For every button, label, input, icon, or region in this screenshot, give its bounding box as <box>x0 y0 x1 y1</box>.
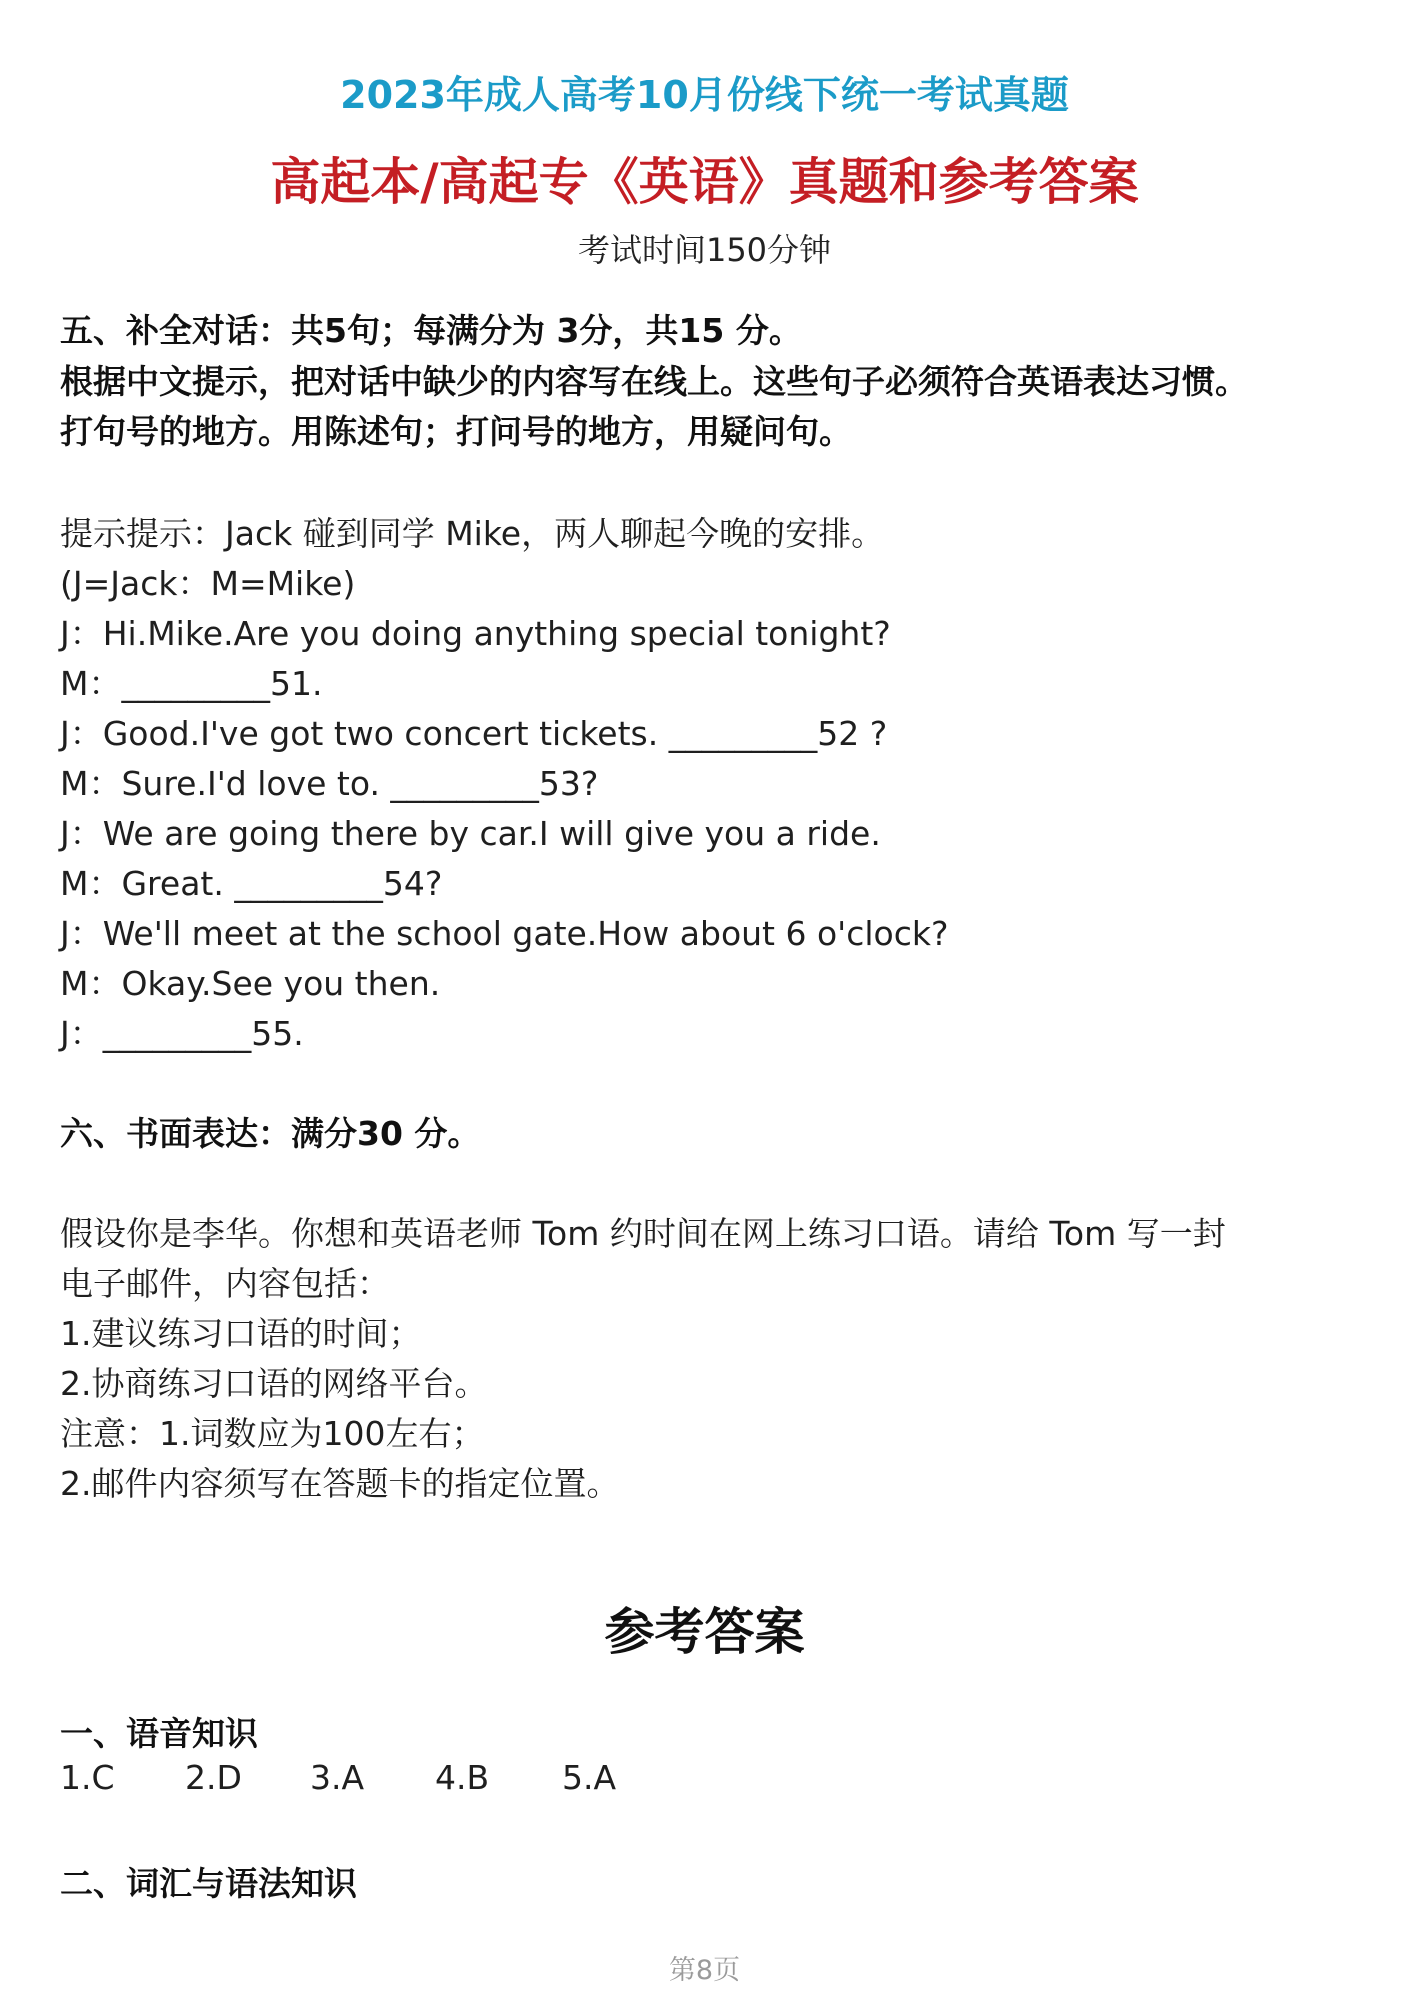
answer-item: 2.D <box>185 1758 242 1797</box>
dialogue-line: J：We are going there by car.I will give you a ride. <box>60 814 881 853</box>
dialogue-line: J：_________55. <box>60 1014 304 1053</box>
answer-item: 5.A <box>562 1758 617 1797</box>
section6-heading: 六、书面表达：满分30 分。 <box>60 1114 481 1153</box>
section6-line: 电子邮件，内容包括： <box>60 1264 390 1303</box>
section5-roles: (J=Jack：M=Mike) <box>60 564 356 603</box>
section6-line: 2.协商练习口语的网络平台。 <box>60 1364 488 1403</box>
exam-time: 考试时间150分钟 <box>577 231 832 269</box>
section5-hint: 提示提示：Jack 碰到同学 Mike，两人聊起今晚的安排。 <box>60 514 885 553</box>
section6-line: 假设你是李华。你想和英语老师 Tom 约时间在网上练习口语。请给 Tom 写一封 <box>60 1214 1226 1253</box>
dialogue-line: J：We'll meet at the school gate.How about 6 o'clock? <box>60 914 949 953</box>
dialogue-line: J：Hi.Mike.Are you doing anything special tonight? <box>60 614 891 653</box>
dialogue-line: J：Good.I've got two concert tickets. _________52 ? <box>60 714 888 753</box>
dialogue-line: M：Great. _________54? <box>60 864 443 903</box>
section5-instruction-1: 根据中文提示，把对话中缺少的内容写在线上。这些句子必须符合英语表达习惯。 <box>60 362 1248 401</box>
dialogue-line: M：Okay.See you then. <box>60 964 441 1003</box>
answer-item: 1.C <box>60 1758 115 1797</box>
dialogue-line: M：_________51. <box>60 664 323 703</box>
answers-part1-heading: 一、语音知识 <box>60 1714 258 1753</box>
section6-line: 2.邮件内容须写在答题卡的指定位置。 <box>60 1464 620 1503</box>
section5-heading: 五、补全对话：共5句；每满分为 3分，共15 分。 <box>60 311 802 350</box>
exam-title: 2023年成人高考10月份线下统一考试真题 <box>340 73 1069 117</box>
answer-item: 3.A <box>310 1758 365 1797</box>
dialogue-line: M：Sure.I'd love to. _________53? <box>60 764 599 803</box>
answer-item: 4.B <box>435 1758 490 1797</box>
paper-title: 高起本/高起专《英语》真题和参考答案 <box>270 153 1139 211</box>
section6-line: 注意：1.词数应为100左右； <box>60 1414 485 1453</box>
page-number: 第8页 <box>668 1955 741 1986</box>
section6-line: 1.建议练习口语的时间； <box>60 1314 422 1353</box>
answers-part2-heading: 二、词汇与语法知识 <box>60 1864 357 1903</box>
section5-instruction-2: 打句号的地方。用陈述句；打问号的地方，用疑问句。 <box>60 412 852 451</box>
answers-title: 参考答案 <box>604 1603 805 1661</box>
